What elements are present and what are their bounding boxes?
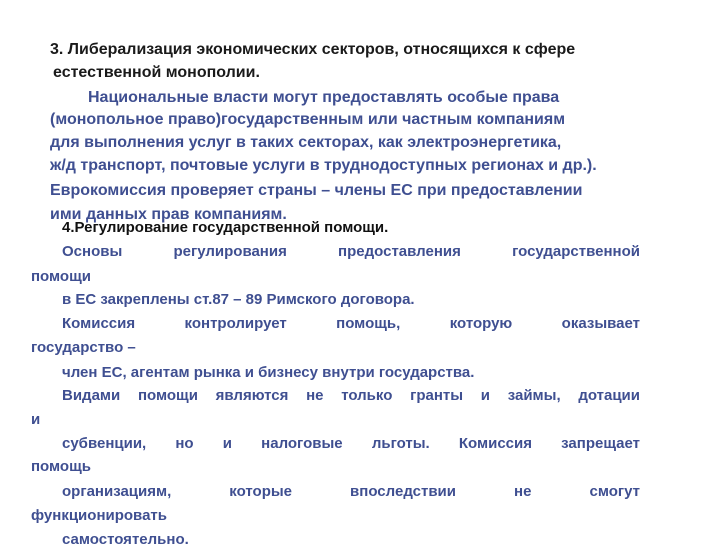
section4-line: самостоятельно. bbox=[62, 531, 189, 548]
section4-line: в ЕС закреплены ст.87 – 89 Римского договора. bbox=[62, 291, 415, 308]
section4-line: государство – bbox=[31, 339, 136, 356]
section4-line: Комиссия контролирует помощь, которую оказывает bbox=[62, 315, 640, 332]
section4-line: функционировать bbox=[31, 507, 167, 524]
section4-title: 4.Регулирование государственной помощи. bbox=[62, 219, 389, 236]
section4-line: член ЕС, агентам рынка и бизнесу внутри государства. bbox=[62, 364, 475, 381]
section3-body-line: Национальные власти могут предоставлять особые права bbox=[88, 89, 560, 106]
section3-body-line: ими данных прав компаниям. bbox=[50, 206, 287, 223]
section4-line: субвенции, но и налоговые льготы. Комиссия запрещает bbox=[62, 435, 640, 452]
section4-line: помощи bbox=[31, 268, 91, 285]
section3-body-line: для выполнения услуг в таких секторах, как электроэнергетика, bbox=[50, 134, 562, 151]
section4-line: Основы регулирования предоставления государственной bbox=[62, 243, 640, 260]
section3-heading-line1: 3. Либерализация экономических секторов, относящихся к сфере bbox=[50, 41, 576, 58]
section3-body-line: Еврокомиссия проверяет страны – члены ЕС при предоставлении bbox=[50, 182, 583, 199]
section4-line: и bbox=[31, 411, 41, 428]
section3-body-line: (монопольное право)государственным или частным компаниям bbox=[50, 111, 566, 128]
section3-heading-line2: естественной монополии. bbox=[53, 64, 260, 81]
section4-line: организациям, которые впоследствии не смогут bbox=[62, 483, 640, 500]
section3-body-line: ж/д транспорт, почтовые услуги в труднодоступных регионах и др.). bbox=[50, 157, 597, 174]
section4-line: Видами помощи являются не только гранты и займы, дотации bbox=[62, 387, 640, 404]
section4-line: помощь bbox=[31, 458, 91, 475]
